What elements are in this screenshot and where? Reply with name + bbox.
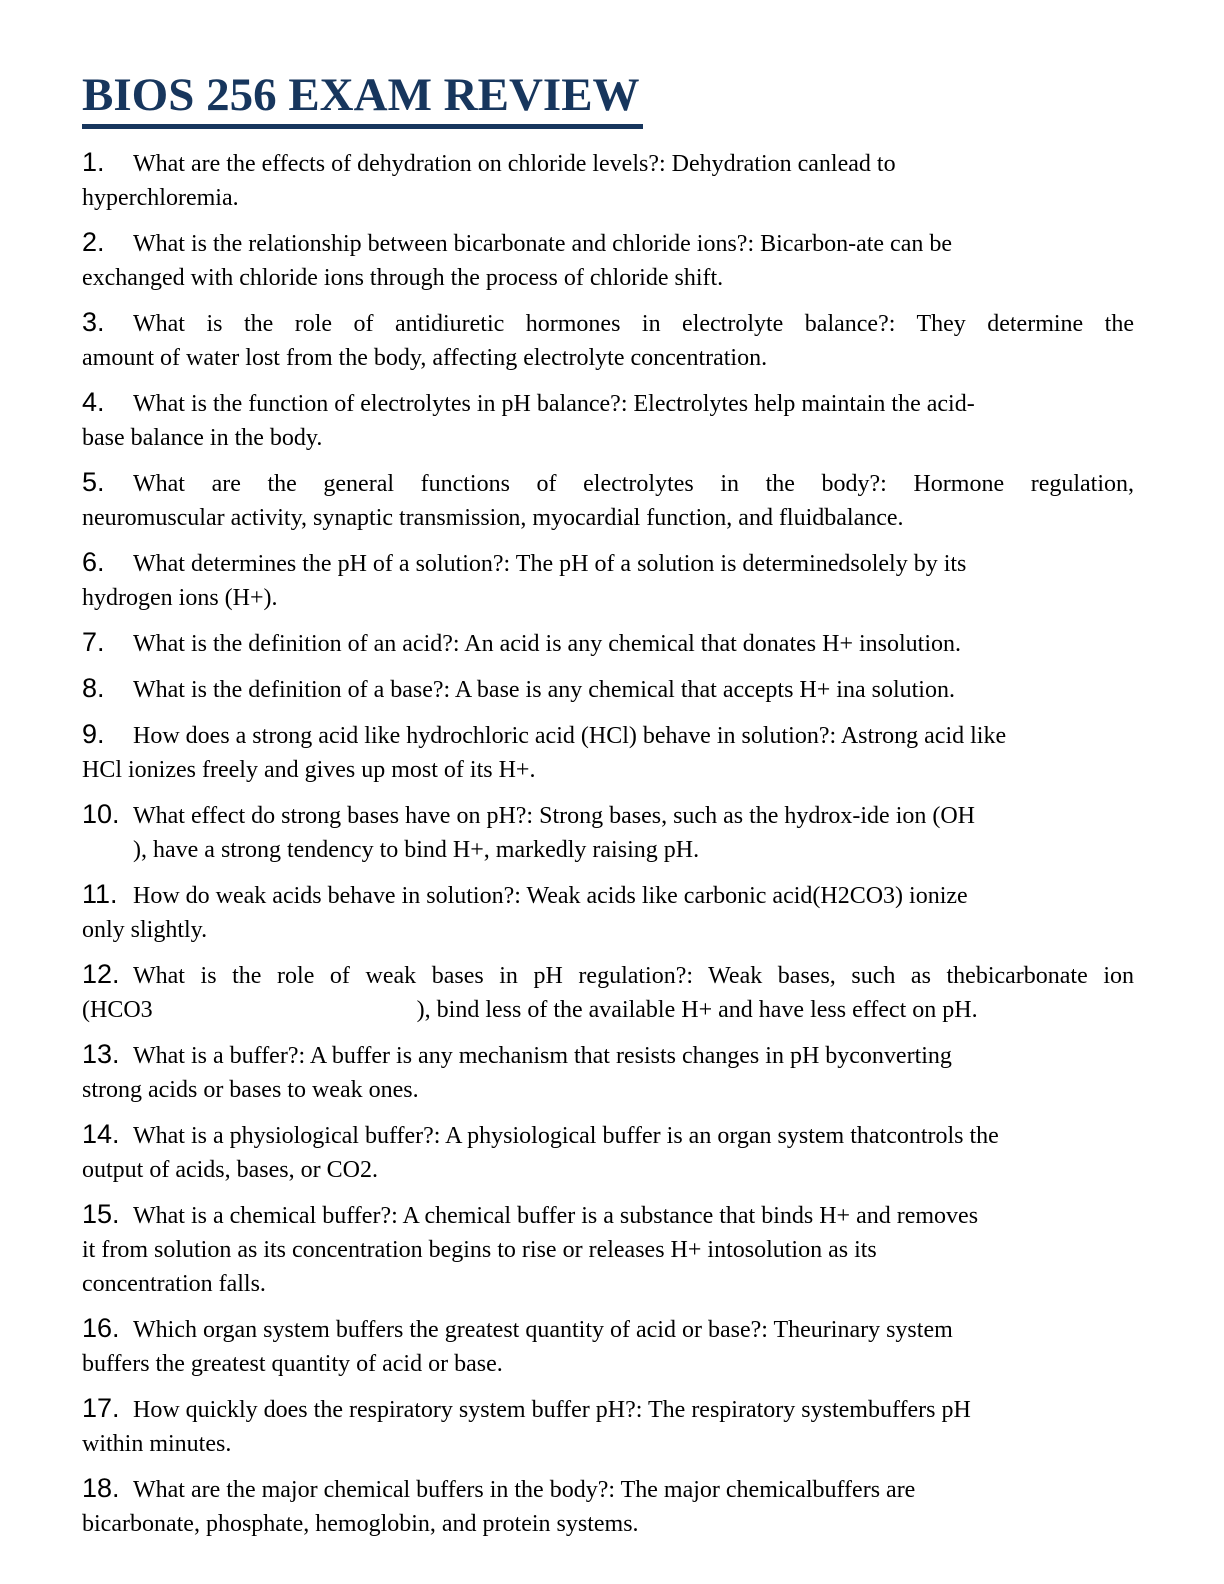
question-continuation-line: bicarbonate, phosphate, hemoglobin, and protein systems. bbox=[82, 1510, 639, 1537]
question-continuation-line: concentration falls. bbox=[82, 1270, 266, 1297]
question-continuation-line: exchanged with chloride ions through the process of chloride shift. bbox=[82, 264, 724, 291]
question-first-line: 9. How does a strong acid like hydrochloric acid (HCl) behave in solution?: Astrong acid like bbox=[82, 718, 1007, 749]
question-first-line: 14. What is a physiological buffer?: A physiological buffer is an organ system thatcontrols the bbox=[82, 1118, 999, 1149]
question-number: 14. bbox=[82, 1118, 120, 1149]
question-first-line: 13. What is a buffer?: A buffer is any mechanism that resists changes in pH byconverting bbox=[82, 1038, 952, 1069]
question-first-line: 4. What is the function of electrolytes in pH balance?: Electrolytes help maintain the acid- bbox=[82, 386, 975, 417]
question-first-line: 12. What is the role of weak bases in pH regulation?: Weak bases, such as thebicarbonate ion bbox=[82, 958, 1134, 989]
question-first-line: 17. How quickly does the respiratory system buffer pH?: The respiratory systembuffers pH bbox=[82, 1392, 971, 1423]
question-number: 12. bbox=[82, 958, 120, 989]
qa-item bbox=[82, 147, 1134, 215]
question-continuation-line: ), have a strong tendency to bind H+, markedly raising pH. bbox=[133, 836, 700, 863]
question-number: 18. bbox=[82, 1472, 120, 1503]
question-continuation-line: it from solution as its concentration begins to rise or releases H+ intosolution as its bbox=[82, 1236, 877, 1263]
qa-item bbox=[82, 879, 1134, 947]
question-continuation-line: hydrogen ions (H+). bbox=[82, 584, 278, 611]
qa-item bbox=[82, 1313, 1134, 1381]
qa-item bbox=[82, 799, 1134, 867]
question-first-line: 1. What are the effects of dehydration on chloride levels?: Dehydration canlead to bbox=[82, 146, 896, 177]
question-first-line: 2. What is the relationship between bicarbonate and chloride ions?: Bicarbon-ate can be bbox=[82, 226, 953, 257]
question-continuation-line: buffers the greatest quantity of acid or base. bbox=[82, 1350, 503, 1377]
question-first-line: 7. What is the definition of an acid?: An acid is any chemical that donates H+ insolution. bbox=[82, 626, 961, 657]
question-number: 8. bbox=[82, 672, 105, 703]
qa-item bbox=[82, 1199, 1134, 1301]
qa-item bbox=[82, 1039, 1134, 1107]
question-continuation-line: HCl ionizes freely and gives up most of its H+. bbox=[82, 756, 536, 783]
question-number: 7. bbox=[82, 626, 105, 657]
page-title bbox=[82, 70, 1134, 129]
qa-item bbox=[82, 1393, 1134, 1461]
question-continuation-line: hyperchloremia. bbox=[82, 184, 239, 211]
qa-item bbox=[82, 627, 1134, 661]
question-number: 2. bbox=[82, 226, 105, 257]
question-first-line: 16. Which organ system buffers the greatest quantity of acid or base?: Theurinary system bbox=[82, 1312, 953, 1343]
qa-item bbox=[82, 1473, 1134, 1541]
qa-item bbox=[82, 227, 1134, 295]
qa-item bbox=[82, 387, 1134, 455]
qa-item bbox=[82, 547, 1134, 615]
question-continuation-line: output of acids, bases, or CO2. bbox=[82, 1156, 378, 1183]
question-first-line: 10. What effect do strong bases have on pH?: Strong bases, such as the hydrox-ide ion (OH bbox=[82, 798, 976, 829]
question-continuation-line: only slightly. bbox=[82, 916, 208, 943]
question-number: 9. bbox=[82, 718, 105, 749]
question-continuation-line: within minutes. bbox=[82, 1430, 232, 1457]
question-first-line: 15. What is a chemical buffer?: A chemical buffer is a substance that binds H+ and removes bbox=[82, 1198, 979, 1229]
question-first-line: 18. What are the major chemical buffers in the body?: The major chemicalbuffers are bbox=[82, 1472, 916, 1503]
question-number: 16. bbox=[82, 1312, 120, 1343]
question-number: 10. bbox=[82, 798, 120, 829]
question-number: 4. bbox=[82, 386, 105, 417]
qa-item bbox=[82, 467, 1134, 535]
question-continuation-line: (HCO3 ), bind less of the available H+ and have less effect on pH. bbox=[82, 996, 978, 1023]
question-continuation-line: neuromuscular activity, synaptic transmission, myocardial function, and fluidbalance. bbox=[82, 504, 904, 531]
question-number: 15. bbox=[82, 1198, 120, 1229]
question-number: 6. bbox=[82, 546, 105, 577]
question-first-line: 11. How do weak acids behave in solution?: Weak acids like carbonic acid(H2CO3) ionize bbox=[82, 878, 968, 909]
question-list bbox=[82, 147, 1134, 1541]
question-first-line: 5. What are the general functions of electrolytes in the body?: Hormone regulation, bbox=[82, 466, 1134, 497]
question-number: 13. bbox=[82, 1038, 120, 1069]
question-number: 11. bbox=[82, 878, 118, 909]
page-title-text: BIOS 256 EXAM REVIEW bbox=[82, 70, 643, 129]
question-number: 17. bbox=[82, 1392, 120, 1423]
question-number: 1. bbox=[82, 146, 105, 177]
question-first-line: 6. What determines the pH of a solution?: The pH of a solution is determinedsolely by its bbox=[82, 546, 967, 577]
question-continuation-line: strong acids or bases to weak ones. bbox=[82, 1076, 419, 1103]
qa-item bbox=[82, 719, 1134, 787]
question-number: 5. bbox=[82, 466, 105, 497]
question-first-line: 3. What is the role of antidiuretic hormones in electrolyte balance?: They determine the bbox=[82, 306, 1134, 337]
qa-item bbox=[82, 959, 1134, 1027]
qa-item bbox=[82, 307, 1134, 375]
qa-item bbox=[82, 1119, 1134, 1187]
question-continuation-line: base balance in the body. bbox=[82, 424, 323, 451]
question-number: 3. bbox=[82, 306, 105, 337]
qa-item bbox=[82, 673, 1134, 707]
question-continuation-line: amount of water lost from the body, affecting electrolyte concentration. bbox=[82, 344, 768, 371]
question-first-line: 8. What is the definition of a base?: A base is any chemical that accepts H+ ina solution. bbox=[82, 672, 955, 703]
